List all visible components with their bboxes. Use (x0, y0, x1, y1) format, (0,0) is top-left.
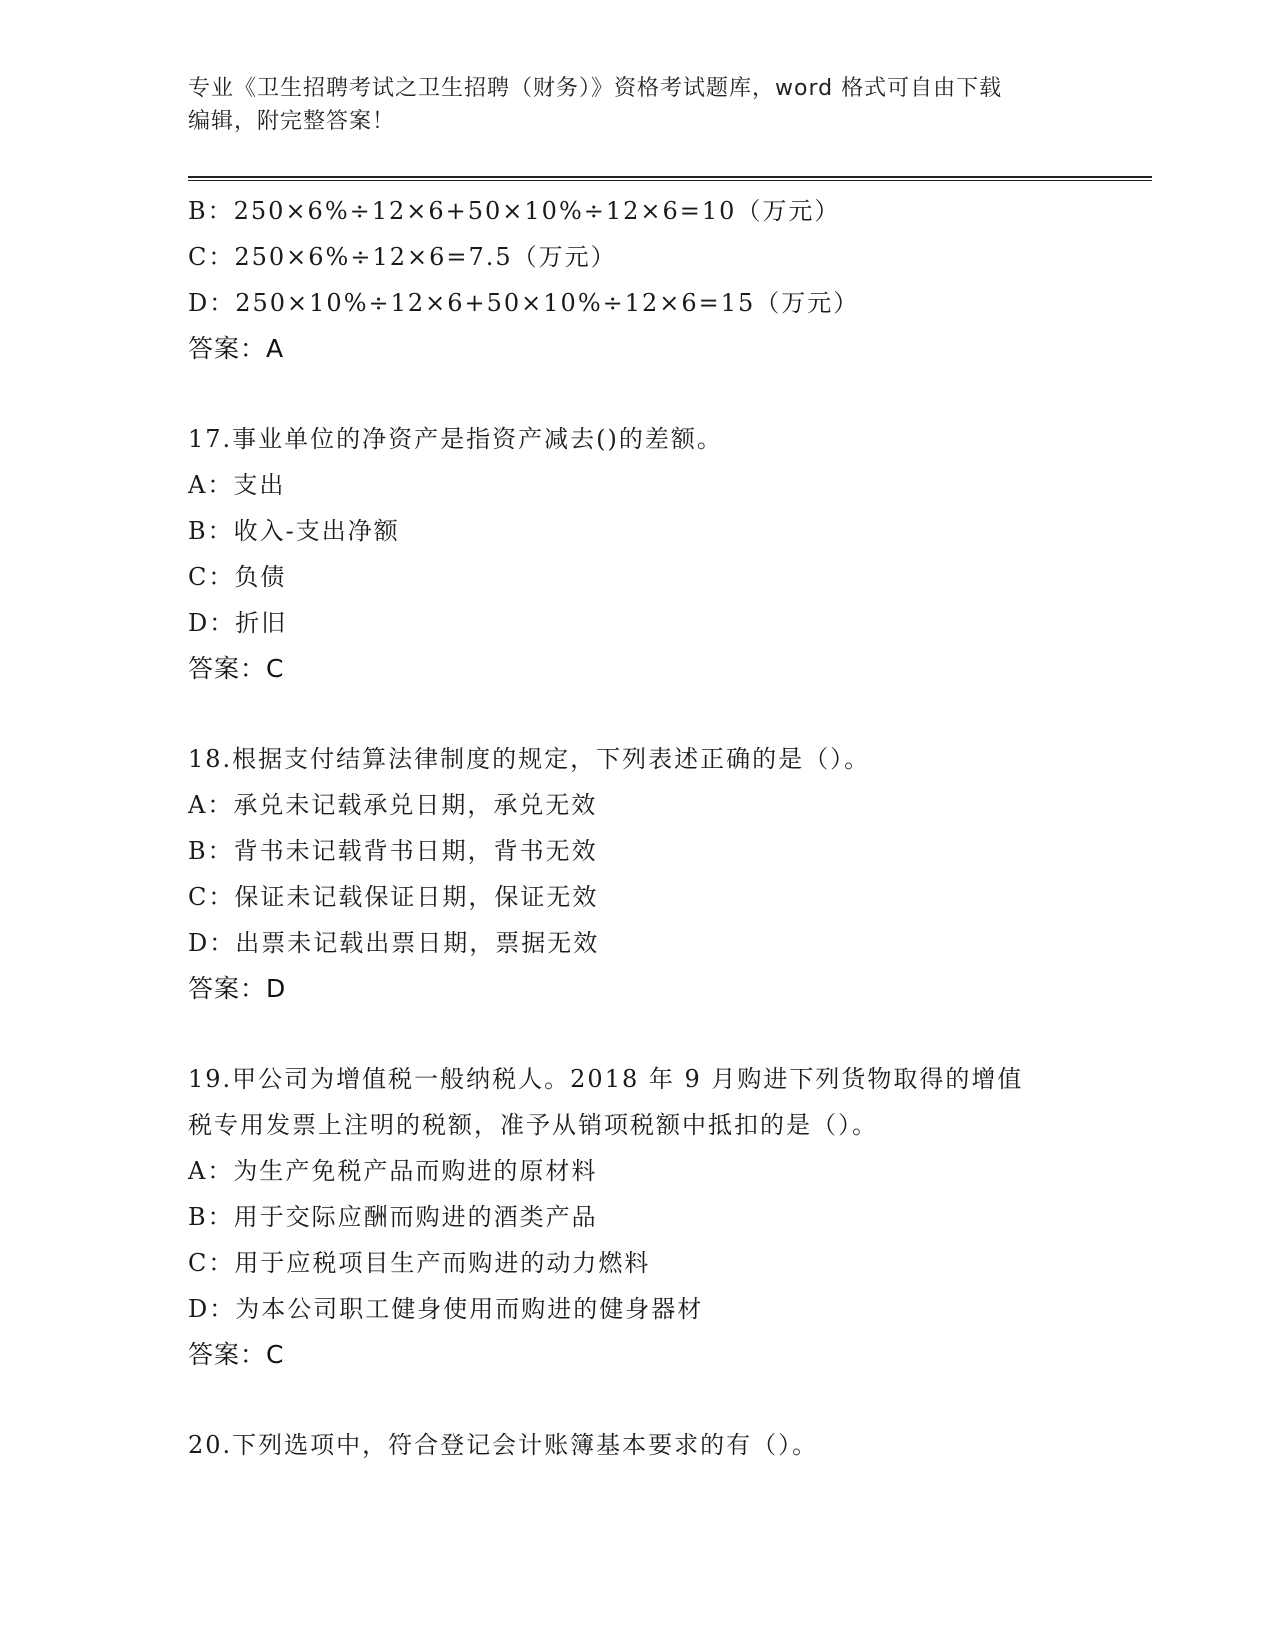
document-body (188, 188, 1152, 1468)
option-a: A：为生产免税产品而购进的原材料 (188, 1157, 598, 1185)
header-divider (188, 176, 1152, 181)
question-17 (188, 416, 1152, 692)
option-d: D：出票未记载出票日期，票据无效 (188, 929, 600, 957)
answer-line: 答案：A (188, 334, 285, 363)
option-c: C：负债 (188, 563, 287, 591)
answer-line: 答案：C (188, 1340, 285, 1369)
question-18 (188, 736, 1152, 1012)
option-c: C：250×6%÷12×6=7.5（万元） (188, 243, 617, 271)
option-b: B：背书未记载背书日期，背书无效 (188, 837, 598, 865)
option-c: C：保证未记载保证日期，保证无效 (188, 883, 599, 911)
question-16-continuation (188, 188, 1152, 372)
answer-line: 答案：D (188, 974, 287, 1003)
option-b: B：用于交际应酬而购进的酒类产品 (188, 1203, 598, 1231)
question-stem: 17.事业单位的净资产是指资产减去()的差额。 (188, 425, 723, 453)
header-line-2: 编辑，附完整答案！ (188, 109, 396, 134)
question-stem: 20.下列选项中，符合登记会计账簿基本要求的有（）。 (188, 1431, 819, 1459)
option-d: D：为本公司职工健身使用而购进的健身器材 (188, 1295, 704, 1323)
question-stem: 18.根据支付结算法律制度的规定，下列表述正确的是（）。 (188, 745, 871, 773)
option-a: A：支出 (188, 471, 286, 499)
header-line-1: 专业《卫生招聘考试之卫生招聘（财务）》资格考试题库，word 格式可自由下载 (188, 76, 1003, 101)
question-19 (188, 1056, 1152, 1378)
option-d: D：250×10%÷12×6+50×10%÷12×6=15（万元） (188, 289, 860, 317)
option-a: A：承兑未记载承兑日期，承兑无效 (188, 791, 598, 819)
option-d: D：折旧 (188, 609, 288, 637)
question-stem-line-1: 19.甲公司为增值税一般纳税人。2018 年 9 月购进下列货物取得的增值 (188, 1065, 1024, 1093)
option-c: C：用于应税项目生产而购进的动力燃料 (188, 1249, 651, 1277)
option-b: B：收入-支出净额 (188, 517, 400, 545)
answer-line: 答案：C (188, 654, 285, 683)
question-20 (188, 1422, 1152, 1468)
document-header (188, 72, 1088, 138)
question-stem-line-2: 税专用发票上注明的税额，准予从销项税额中抵扣的是（）。 (188, 1111, 878, 1139)
option-b: B：250×6%÷12×6+50×10%÷12×6=10（万元） (188, 197, 841, 225)
